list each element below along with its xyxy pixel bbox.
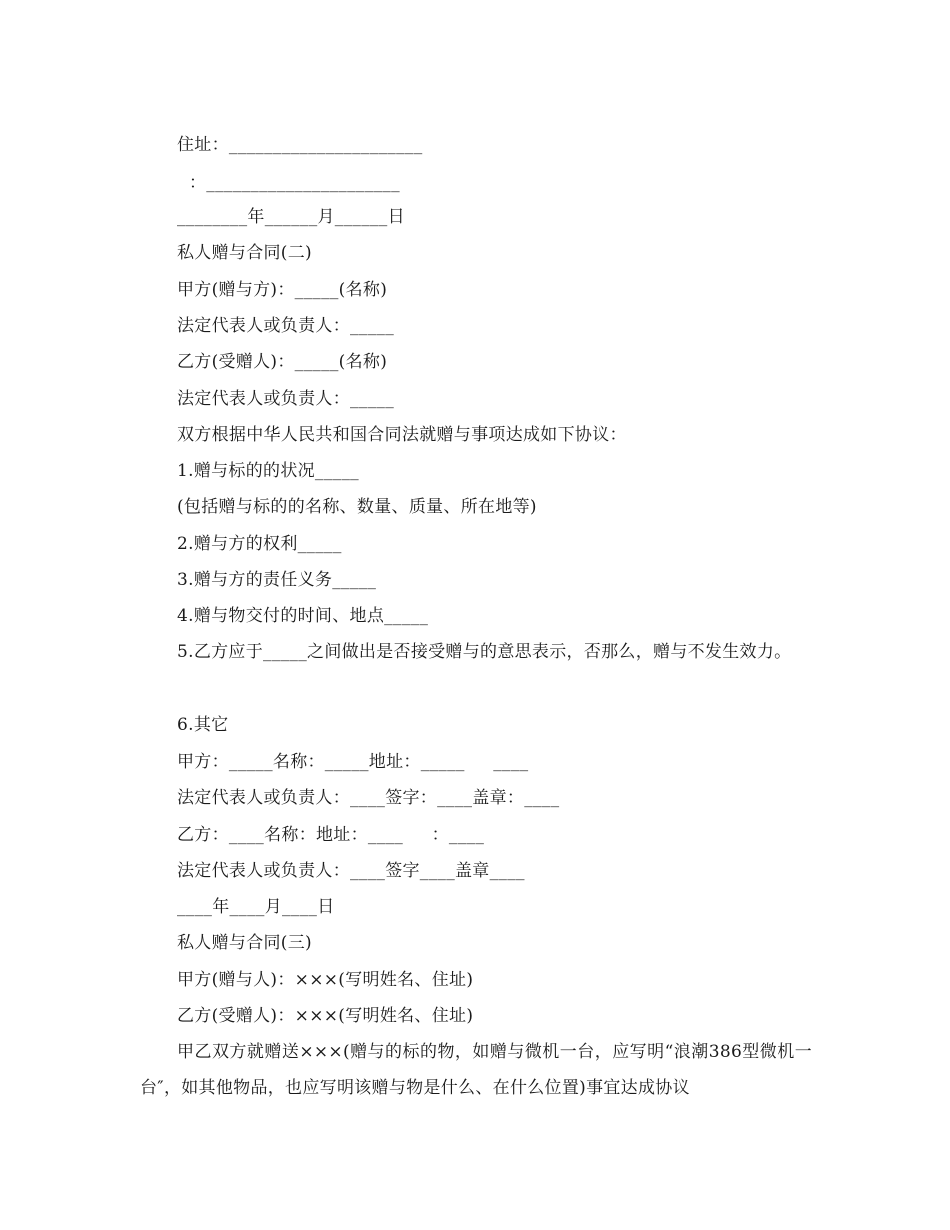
party-a-line: 甲方(赠与方)：_____(名称) [177,280,388,300]
legal-rep-line: 法定代表人或负责人：_____ [177,316,394,336]
clause-2: 2.赠与方的权利_____ [177,534,342,554]
party-b-line: 乙方(受赠人)：_____(名称) [177,352,388,372]
gift-paragraph: 甲乙双方就赠送×××(赠与的标的物，如赠与微机一台，应写明“浪潮386型微机一台″，如其他物品，也应写明该赠与物是什么、在什么位置)事宜达成协议 [140,1042,812,1098]
address-line: 住址：______________________ [177,135,423,155]
agreement-intro: 双方根据中华人民共和国合同法就赠与事项达成如下协议： [177,425,627,445]
party-b-signature-line: 乙方：____名称：地址：____ ：____ [177,825,485,845]
clause-3: 3.赠与方的责任义务_____ [177,570,377,590]
colon-line: ：______________________ [189,173,400,193]
date-line: ________年______月______日 [177,207,405,227]
clause-5: 5.乙方应于_____之间做出是否接受赠与的意思表示，否那么，赠与不发生效力。 [177,642,792,662]
legal-rep-signature-line: 法定代表人或负责人：____签字：____盖章：____ [177,788,560,808]
clause-1-note: (包括赠与标的的名称、数量、质量、所在地等) [177,497,537,517]
section-title-2: 私人赠与合同(二) [177,243,312,263]
legal-rep-line: 法定代表人或负责人：_____ [177,389,394,409]
donee-line: 乙方(受赠人)：×××(写明姓名、住址) [177,1006,474,1026]
donor-line: 甲方(赠与人)：×××(写明姓名、住址) [177,970,474,990]
legal-rep-signature-line: 法定代表人或负责人：____签字____盖章____ [177,861,525,881]
clause-4: 4.赠与物交付的时间、地点_____ [177,606,429,626]
clause-1: 1.赠与标的的状况_____ [177,461,359,481]
date-line: ____年____月____日 [177,897,335,917]
clause-6: 6.其它 [177,715,229,735]
section-title-3: 私人赠与合同(三) [177,933,312,953]
party-a-signature-line: 甲方：_____名称：_____地址：_____ ____ [177,752,529,772]
